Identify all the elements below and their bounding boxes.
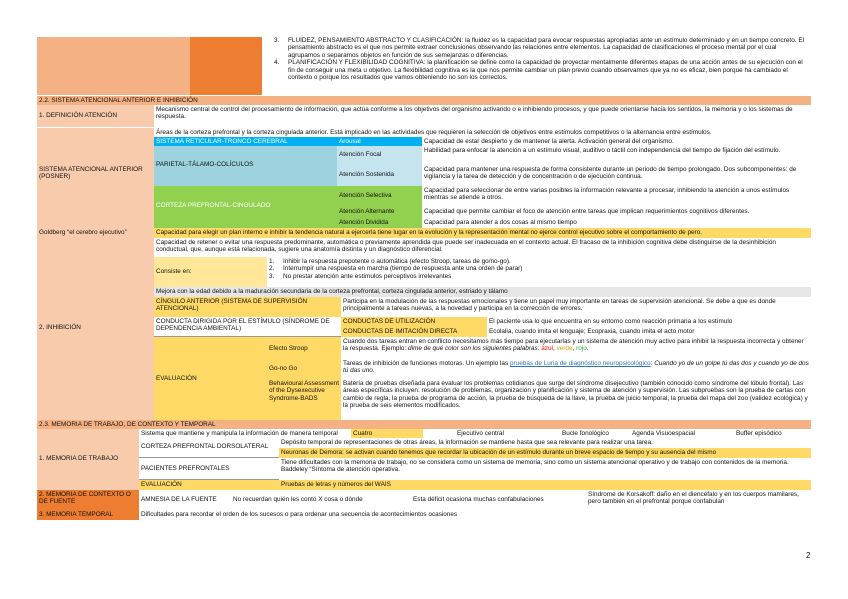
selectiva-label: Atención Selectiva [337,186,422,207]
gonogo-desc: Tareas de inhibición de funciones motoras. Un ejemplo las pruebas de Luria de diagnóstico neuropsicológico: Cuando yo de un golpe tú das dos y cuando yo de dos tú das uno. [343,360,809,375]
item-title: FLUIDEZ, PENSAMIENTO ABSTRACTO Y CLASIFICACIÓN: [288,37,464,44]
stroop-word: azul [541,345,553,353]
mt-sub-2: Bucle fonológico [562,430,609,437]
utilizacion-label: CONDUCTAS DE UTILIZACIÓN [341,317,487,327]
evaluacion-label: EVALUACIÓN [154,337,267,420]
prefrontal-label: CORTEZA PREFRONTAL-CINGULADO [154,186,337,228]
mt-sub-1: Ejecutivo central [457,430,504,437]
cpd-desc-2: Neuronas de Demora: se activan cuando tenemos que recordar la ubicación de un estímulo durante un breve espacio de tiempo y su ausencia del mismo [279,448,811,458]
mt-cuatro: Cuatro [351,429,423,438]
consiste-item-2: 2. Interrumpir una respuesta en marcha (tiempo de respuesta ante una orden de parar) [269,265,523,273]
inhibicion-intro: Capacidad de retener o evitar una respuesta predominante, automática o previamente aprendida que puede ser inadecuada en el contexto actual. El fracaso de la inhibición cognitiva debe distinguirse de la desinhibición conductual, que, aunque está relacionada, sugiere una anatomía distinta y un diagnóstico diferencial. [156,239,776,254]
cingulo-label: CÍNGULO ANTERIOR (SISTEMA DE SUPERVISIÓN ATENCIONAL) [154,297,341,317]
item-text: Inhibir la respuesta prepotente o automática (efecto Stroop, tareas de go/no-go). [283,258,511,265]
sostenida-desc: Capacidad para mantener una respuesta de forma consistente durante un periodo de tiempo prolongado. Dos subcomponentes: de vigilancia y la tarea de detección y de concentración o de ejecución continua. [424,166,797,181]
bads-desc: Batería de pruebas diseñada para evaluar los problemas cotidianos que surge del síndrome disejecutivo (también conocido como síndrome del lóbulo frontal). Las áreas específicas incluyen: resolución de problemas, organización y planificación y sistema de atención y supervisión. Las subpruebas son la prueba de cartas con cambio de regla, la prueba de programa de acción, la prueba de búsqueda de la llave, la prueba de juicio temporal, la prueba del mapa del zoo (validez ecológica) y la prueba de seis elementos modificados. [343,380,808,410]
page-number: 2 [806,551,811,560]
imitacion-desc: Ecolalia, cuando imita el lenguaje; Ecopraxia, cuando imita el acto motor [489,328,695,335]
item-text: Interrumpir una respuesta en marcha (tiempo de respuesta ante una orden de parar) [283,265,523,273]
mejora-text: Mejora con la edad debido a la maduración secundaria de la corteza prefrontal, corteza cingulada anterior, estriado y tálamo [154,287,811,297]
section-header-2-2: 2.2. SISTEMA ATENCIONAL ANTERIOR E INHIBICIÓN [37,96,811,105]
saa-label: SISTEMA ATENCIONAL ANTERIOR (POSNER) [37,128,154,228]
mt-intro: Sistema que mantiene y manipula la información de manera temporal [141,430,338,437]
inhibicion-label: 2. INHIBICIÓN [37,238,154,420]
reticular-label: SISTEMA RETICULAR-TRONCO CEREBRAL [154,137,337,146]
item-number: 4. [274,59,280,67]
item-desc: la planificación se define como la capacidad de proyectar mentalmente diferentes etapas de una acción antes de su ejecución con el fin de conseguir una meta u objetivo. La flexibilidad cognitiva es la que nos permite cambiar un plan previo cuando observamos que ya no es eficaz, bien porque ha cambiado el contexto o porque los resultados que vamos obteniendo no son los correctos. [288,59,803,82]
consiste-item-1: 1. Inhibir la respuesta prepotente o automática (efecto Stroop, tareas de go/no-go). [269,258,511,265]
saa-intro: Áreas de la corteza prefrontal y la corteza cingulada anterior. Está implicado en las actividades que requieren la selección de objetivos entre estímulos competitivos o la alternancia entre estímulos. [156,129,712,136]
gonogo-example: Cuando yo de un golpe tú das dos y cuando yo de dos tú das uno. [343,360,809,375]
goldberg-text: Capacidad para elegir un plan interno e inhibir la tendencia natural a ejercerla tiene lugar en la evolución y la representación mental no ejerce control ejecutivo sobre el comportamiento de pero. [154,228,811,238]
arousal-label: Arousal [337,137,422,146]
amnesia-label: AMNESIA DE LA FUENTE [141,496,217,503]
stroop-label: Efecto Stroop [267,337,341,359]
conducta-label: CONDUCTA DIRIGIDA POR EL ESTÍMULO (SÍNDROME DE DEPENDENCIA AMBIENTAL) [154,317,341,337]
top-content [262,36,811,96]
stroop-example: dime de qué color son los siguientes palabras: [408,345,540,353]
item-number: 3. [274,37,280,44]
focal-label: Atención Focal [337,146,422,165]
gonogo-text: Tareas de inhibición de funciones motoras. Un ejemplo las [343,360,509,367]
amnesia-3: Síndrome de Korsakoff: daño en el diencéfalo y en los cuerpos mamilares, pero también en el prefrontal porque confabulan [588,491,799,506]
item-text [288,37,809,59]
pacientes-label: PACIENTES PREFRONTALES [139,458,279,480]
luria-link[interactable]: pruebas de Luria de diagnóstico neuropsicológico [509,360,651,367]
top-mid-cell [190,37,262,95]
imitacion-label: CONDUCTAS DE IMITACIÓN DIRECTA [341,327,487,337]
parietal-label: PARIETAL-TÁLAMO-COLÍCULOS [154,146,337,186]
pacientes-desc: Tiene dificultades con la memoria de trabajo, no se considera como un sistema de memoria, sino como un sistema atencional operativo y de trabajo con contenidos de la memoria. Baddeley “Síntoma de atención operativa. [281,459,789,474]
top-item-4 [274,59,809,81]
mt-sub-4: Buffer episódico [736,430,782,437]
stroop-desc: Cuando dos tareas entran en conflicto necesitamos más tiempo para ejecutarlas y un sistema de atención muy activo para inhibir la respuesta incorrecta y obtener la respuesta. Ejemplo: dime de qué color son los siguientes palabras: azul, verde, rojo. [343,338,804,353]
definicion-label: 1. DEFINICIÓN ATENCIÓN [37,105,154,127]
top-item-3 [274,37,809,59]
amnesia-1: No recuerdan quién les contó X cosa o dónde [233,496,363,503]
cpd-label: CORTEZA PREFRONTAL DORSOLATERAL [139,438,279,458]
amnesia-2: Esta déficit ocasiona muchas confabulaciones [413,496,544,503]
selectiva-desc: Capacidad para seleccionar de entre varias posibles la información relevante a procesar, inhibiendo la atención a unos estímulos mientras se atiende a otros. [424,187,790,202]
top-left-cell [37,37,190,95]
section-header-2-3: 2.3. MEMORIA DE TRABAJO, DE CONTEXTO Y TEMPORAL [37,420,811,429]
memoria-contexto-label: 2. MEMORIA DE CONTEXTO O DE FUENTE [37,490,139,510]
cpd-desc-1: Depósito temporal de representaciones de otras áreas, la información se mantiene hasta que sea relevante para realizar una tarea. [281,439,653,446]
stroop-word: rojo [576,345,587,353]
memoria-trabajo-label: 1. MEMORIA DE TRABAJO [37,429,139,490]
consiste-label: Consiste en: [154,257,267,287]
item-text: No prestar atención ante estímulos perceptivos irrelevantes [283,272,452,280]
memoria-temporal-text: Dificultades para recordar el orden de los sucesos o para ordenar una secuencia de acontecimientos ocasiones [141,511,458,518]
mt-evaluacion-label: EVALUACIÓN [139,480,279,490]
arousal-desc: Capacidad de estar despierto y de mantener la alerta. Activación general del organismo. [424,138,674,145]
utilizacion-desc: El paciente usa lo que encuentra en su entorno como reacción primaria a los estímulo [489,318,733,325]
memoria-temporal-label: 3. MEMORIA TEMPORAL [37,510,139,520]
dividida-label: Atención Dividida [337,218,422,228]
stroop-word: verde [556,345,573,353]
goldberg-label: Goldberg “el cerebro ejecutivo” [37,228,154,238]
consiste-item-3: 3. No prestar atención ante estímulos perceptivos irrelevantes [269,272,452,280]
alternante-label: Atención Alternante [337,207,422,218]
item-title: PLANIFICACIÓN Y FLEXIBILIDAD COGNITIVA: [288,59,426,67]
definicion-text: Mecanismo central de control del procesamiento de información, que actúa conforme a los objetivos del organismo activando o e inhibiendo procesos, y que puede orientarse hacia los sentidos, la memoria y o los sistemas de respuesta. [156,106,793,121]
cingulo-desc: Participa en la modulación de las respuestas emocionales y tiene un papel muy importante en tareas de supervisión atencional. Se debe a que es donde principalmente a tareas nuevas, a la novedad y participa en la corrección de errores. [343,298,776,313]
item-desc: la fluidez es la capacidad para evocar respuestas apropiadas ante un estímulo determinado y en un tiempo concreto. El pensamiento abstracto es el que nos permite extraer conclusiones observando las relaciones entre elementos. La capacidad de clasificaciones el proceso mental por el cual agrupamos o separamos objetos en función de sus semejanzas o diferencias. [288,37,805,59]
mt-evaluacion-desc: Pruebas de letras y números del WAIS [279,480,811,490]
item-text [288,59,809,81]
dividida-desc: Capacidad para atender a dos cosas al mismo tiempo [424,219,577,226]
stroop-text: Cuando dos tareas entran en conflicto necesitamos más tiempo para ejecutarlas y un sistema de atención muy activo para inhibir la respuesta incorrecta y obtener la respuesta. Ejemplo: [343,338,804,353]
gonogo-label: Go-no Go [267,359,341,379]
focal-desc: Habilidad para enfocar la atención a un estímulo visual, auditivo o táctil con independencia del tiempo de fijación del estímulo. [424,147,781,154]
mt-sub-3: Agenda Visuoespacial [632,430,696,437]
consiste-list [267,257,811,287]
alternante-desc: Capacidad que permite cambiar el foco de atención entre tareas que implican requerimientos cognitivos diferentes. [424,208,750,215]
sostenida-label: Atención Sostenida [337,165,422,186]
bads-label: Behavioural Assessment of the Dysexecutive Syndrome-BADS [267,379,341,420]
